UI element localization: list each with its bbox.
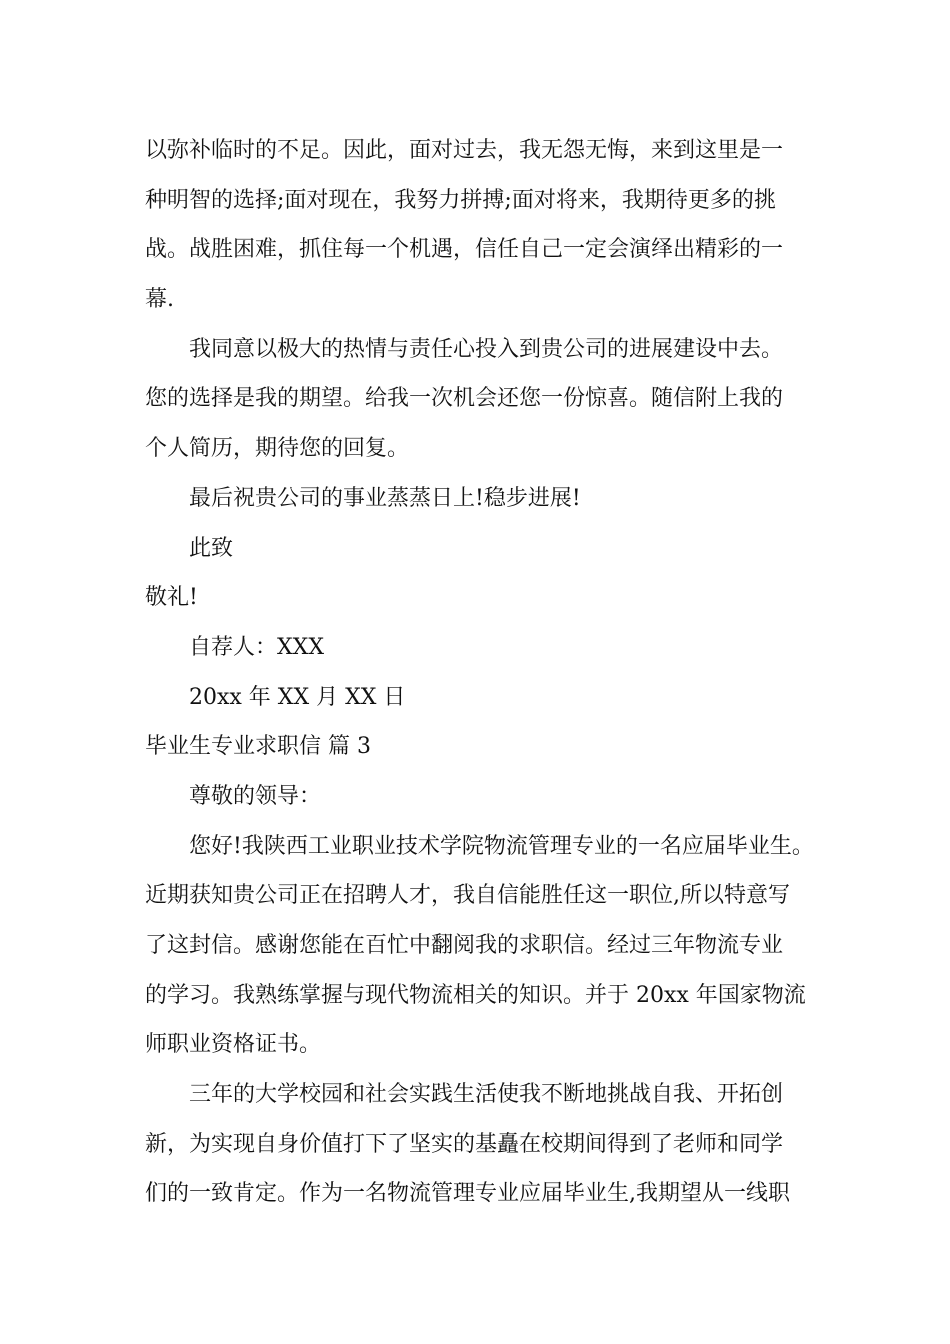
paragraph-first-line: 我同意以极大的热情与责任心投入到贵公司的进展建设中去。: [189, 336, 784, 362]
closing-wish: 最后祝贵公司的事业蒸蒸日上!稳步进展!: [189, 485, 581, 511]
text-line: 您的选择是我的期望。给我一次机会还您一份惊喜。随信附上我的: [145, 386, 784, 412]
signature-line: 自荐人：XXX: [189, 634, 324, 660]
text-line: 们的一致肯定。作为一名物流管理专业应届毕业生,我期望从一线职: [145, 1181, 790, 1207]
paragraph-first-line: 您好!我陕西工业职业技术学院物流管理专业的一名应届毕业生。: [189, 833, 814, 859]
text-line: 近期获知贵公司正在招聘人才，我自信能胜任这一职位,所以特意写: [145, 883, 790, 909]
closing-regards: 敬礼!: [145, 585, 198, 611]
document-body: [145, 126, 814, 1219]
text-line: 个人简历，期待您的回复。: [145, 436, 410, 462]
text-line: 战。战胜困难，抓住每一个机遇，信任自己一定会演绎出精彩的一: [145, 237, 784, 263]
greeting-line: 尊敬的领导：: [189, 783, 322, 809]
paragraph-first-line: 三年的大学校园和社会实践生活使我不断地挑战自我、开拓创: [189, 1082, 784, 1108]
closing-salutation: 此致: [189, 535, 234, 561]
text-line: 的学习。我熟练掌握与现代物流相关的知识。并于 20xx 年国家物流: [145, 982, 806, 1008]
text-line: 新，为实现自身价值打下了坚实的基矗在校期间得到了老师和同学: [145, 1131, 784, 1157]
date-line: 20xx 年 XX 月 XX 日: [189, 684, 406, 710]
text-line: 种明智的选择;面对现在，我努力拼搏;面对将来，我期待更多的挑: [145, 187, 776, 213]
text-line: 幕.: [145, 287, 174, 313]
text-line: 师职业资格证书。: [145, 1032, 322, 1058]
text-line: 以弥补临时的不足。因此，面对过去，我无怨无悔，来到这里是一: [145, 138, 784, 163]
section-heading: 毕业生专业求职信 篇 3: [145, 734, 371, 760]
text-line: 了这封信。感谢您能在百忙中翻阅我的求职信。经过三年物流专业: [145, 933, 784, 958]
